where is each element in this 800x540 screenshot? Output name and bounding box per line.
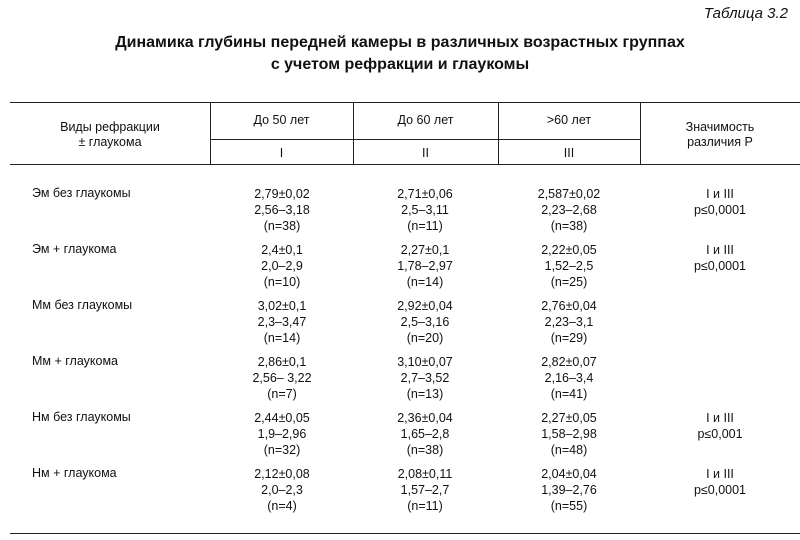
range-value: 1,78–2,97 [397, 259, 453, 273]
header-group-1-age: До 50 лет [253, 113, 310, 127]
header-significance-line-1: Значимость [685, 120, 755, 134]
row-label: Эм без глаукомы [32, 186, 131, 200]
range-value: 1,9–2,96 [257, 427, 307, 441]
data-cell [499, 466, 639, 514]
range-value: 1,58–2,98 [541, 427, 597, 441]
data-cell [212, 298, 352, 346]
range-value: 1,39–2,76 [541, 483, 597, 497]
data-cell [355, 354, 495, 402]
significance-p [660, 370, 780, 386]
sample-size: (n=25) [550, 275, 588, 289]
header-group-2-age: До 60 лет [397, 113, 454, 127]
mean-value: 2,79±0,02 [254, 187, 310, 201]
range-value: 1,52–2,5 [544, 259, 594, 273]
sample-size: (n=20) [406, 331, 444, 345]
header-group-3-age: >60 лет [546, 113, 592, 127]
sample-size: (n=38) [406, 443, 444, 457]
significance-cell [660, 410, 780, 442]
range-value: 2,16–3,4 [544, 371, 594, 385]
row-label: Эм + глаукома [32, 242, 117, 256]
mean-value: 2,12±0,08 [254, 467, 310, 481]
row-label: Нм + глаукома [32, 466, 117, 480]
row-label: Нм без глаукомы [32, 410, 131, 424]
table-title-line-1: Динамика глубины передней камеры в различных возрастных группах [115, 34, 685, 51]
header-bottom-rule [10, 164, 800, 165]
sample-size: (n=14) [406, 275, 444, 289]
mean-value: 2,22±0,05 [541, 243, 597, 257]
sample-size: (n=38) [550, 219, 588, 233]
significance-groups: I и III [706, 411, 734, 425]
row-label: Мм без глаукомы [32, 298, 133, 312]
data-cell [212, 242, 352, 290]
table-bottom-rule [10, 533, 800, 534]
data-cell [212, 410, 352, 458]
range-value: 2,56– 3,22 [252, 371, 312, 385]
range-value: 2,0–2,9 [261, 259, 303, 273]
mean-value: 2,27±0,05 [541, 411, 597, 425]
range-value: 2,7–3,52 [400, 371, 450, 385]
header-mid-rule [210, 139, 640, 140]
header-significance [640, 120, 800, 150]
sample-size: (n=55) [550, 499, 588, 513]
data-cell [212, 466, 352, 514]
mean-value: 2,44±0,05 [254, 411, 310, 425]
significance-p: p≤0,0001 [693, 259, 747, 273]
data-cell [355, 298, 495, 346]
significance-cell [660, 186, 780, 218]
sample-size: (n=10) [263, 275, 301, 289]
mean-value: 2,92±0,04 [397, 299, 453, 313]
significance-p [660, 314, 780, 330]
mean-value: 2,71±0,06 [397, 187, 453, 201]
range-value: 2,56–3,18 [254, 203, 310, 217]
significance-cell [660, 354, 780, 386]
sample-size: (n=32) [263, 443, 301, 457]
mean-value: 2,36±0,04 [397, 411, 453, 425]
sample-size: (n=7) [267, 387, 297, 401]
sample-size: (n=14) [263, 331, 301, 345]
header-group-2-num: II [422, 146, 429, 160]
table-title-line-2: с учетом рефракции и глаукомы [270, 56, 530, 73]
range-value: 2,5–3,11 [401, 203, 449, 217]
significance-p: p≤0,001 [697, 427, 743, 441]
significance-groups [660, 298, 780, 314]
mean-value: 2,587±0,02 [537, 187, 601, 201]
range-value: 1,65–2,8 [400, 427, 450, 441]
sample-size: (n=4) [267, 499, 297, 513]
sample-size: (n=29) [550, 331, 588, 345]
mean-value: 3,10±0,07 [397, 355, 453, 369]
data-cell [499, 186, 639, 234]
significance-p: p≤0,0001 [693, 483, 747, 497]
mean-value: 2,04±0,04 [541, 467, 597, 481]
mean-value: 2,76±0,04 [541, 299, 597, 313]
mean-value: 2,82±0,07 [541, 355, 597, 369]
header-significance-line-2: различия Р [687, 135, 753, 149]
sample-size: (n=48) [550, 443, 588, 457]
significance-groups: I и III [706, 187, 734, 201]
data-cell [499, 298, 639, 346]
range-value: 2,23–3,1 [544, 315, 594, 329]
range-value: 2,5–3,16 [400, 315, 450, 329]
mean-value: 2,4±0,1 [261, 243, 303, 257]
table-title [0, 32, 800, 76]
data-cell [499, 242, 639, 290]
mean-value: 2,08±0,11 [397, 467, 453, 481]
range-value: 2,3–3,47 [257, 315, 307, 329]
significance-cell [660, 242, 780, 274]
sample-size: (n=11) [407, 499, 443, 513]
significance-groups [660, 354, 780, 370]
significance-cell [660, 298, 780, 330]
table-top-rule [10, 102, 800, 103]
sample-size: (n=11) [407, 219, 443, 233]
sample-size: (n=38) [263, 219, 301, 233]
range-value: 2,0–2,3 [261, 483, 303, 497]
mean-value: 2,27±0,1 [400, 243, 450, 257]
header-refraction [10, 120, 210, 150]
significance-groups: I и III [706, 467, 734, 481]
significance-cell [660, 466, 780, 498]
sample-size: (n=41) [550, 387, 588, 401]
sample-size: (n=13) [406, 387, 444, 401]
data-cell [355, 242, 495, 290]
header-refraction-line-1: Виды рефракции [60, 120, 160, 134]
significance-p: p≤0,0001 [693, 203, 747, 217]
row-label: Мм + глаукома [32, 354, 118, 368]
header-group-3-num: III [563, 146, 575, 160]
mean-value: 2,86±0,1 [257, 355, 307, 369]
data-cell [499, 410, 639, 458]
range-value: 2,23–2,68 [541, 203, 597, 217]
data-cell [355, 466, 495, 514]
significance-groups: I и III [706, 243, 734, 257]
data-cell [212, 354, 352, 402]
table-number-label: Таблица 3.2 [703, 5, 788, 22]
data-cell [355, 410, 495, 458]
header-refraction-line-2: ± глаукома [78, 135, 142, 149]
range-value: 1,57–2,7 [400, 483, 450, 497]
data-cell [499, 354, 639, 402]
header-group-1-num: I [279, 146, 284, 160]
data-cell [212, 186, 352, 234]
data-cell [355, 186, 495, 234]
mean-value: 3,02±0,1 [257, 299, 307, 313]
